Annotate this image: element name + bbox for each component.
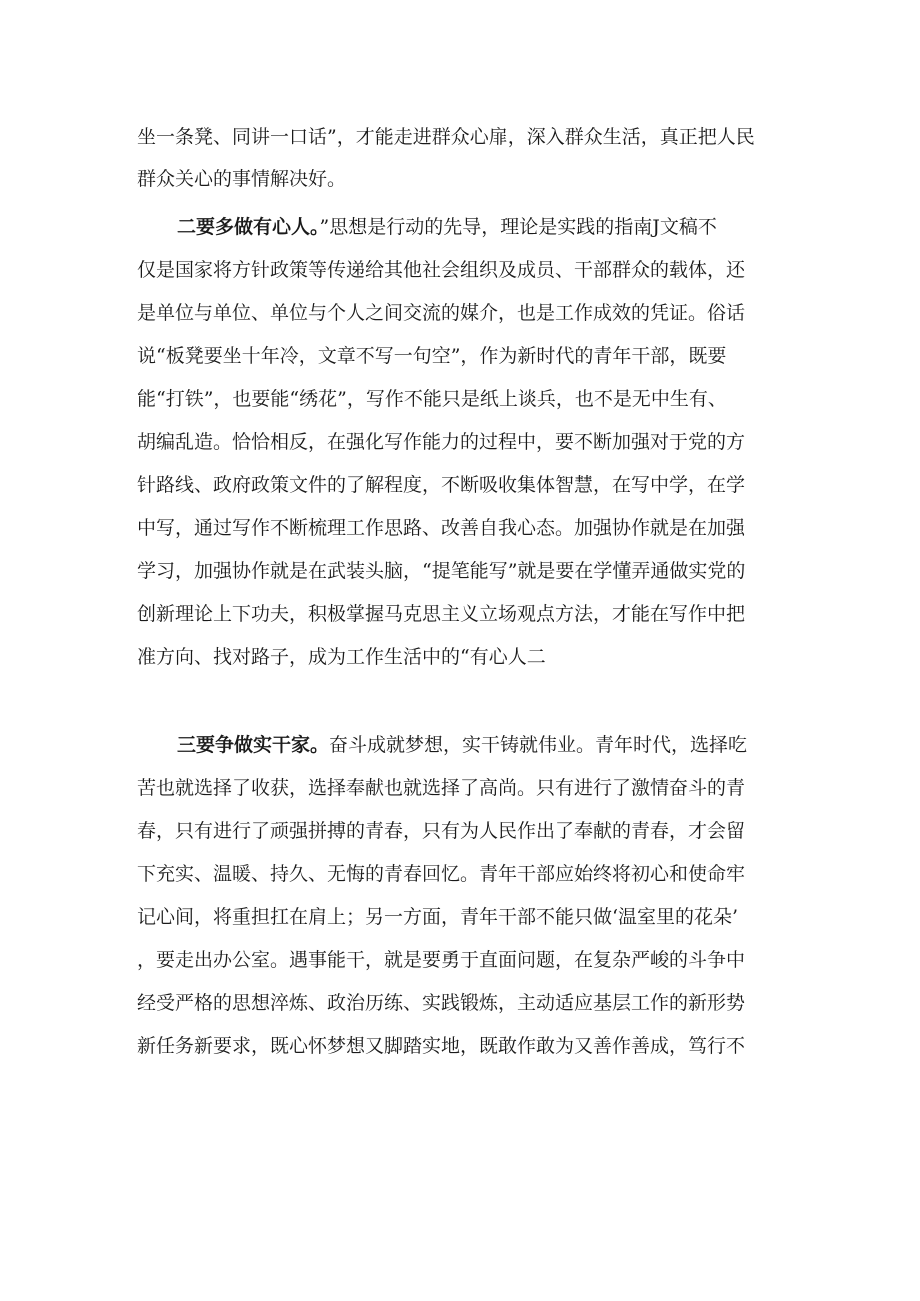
text-line: 学习，加强协作就是在武装头脑，“提笔能写”就是要在学懂弄通做实党的 (137, 560, 746, 582)
text-line: 针路线、政府政策文件的了解程度，不断吸收集体智慧，在写中学，在学 (137, 474, 746, 496)
text-line: 经受严格的思想淬炼、政治历练、实践锻炼，主动适应基层工作的新形势 (137, 992, 746, 1014)
text-line (177, 215, 717, 239)
text-line: 春，只有进行了顽强拼搏的青春，只有为人民作出了奉献的青春，才会留 (137, 820, 746, 842)
text-line: ，要走出办公室。遇事能干，就是要勇于直面问题，在复杂严峻的斗争中 (137, 949, 746, 971)
text-line (177, 733, 747, 757)
text-line: 胡编乱造。恰恰相反，在强化写作能力的过程中，要不断加强对于党的方 (137, 431, 746, 453)
text-line: 坐一条凳、同讲一口话”，才能走进群众心扉，深入群众生活，真正把人民 (137, 126, 755, 148)
text-line: 说“板凳要坐十年冷，文章不写一句空”，作为新时代的青年干部，既要 (137, 345, 727, 367)
text-line: 创新理论上下功夫，积极掌握马克思主义立场观点方法，才能在写作中把 (137, 603, 746, 625)
text-line: 中写，通过写作不断梳理工作思路、改善自我心态。加强协作就是在加强 (137, 517, 746, 539)
text-line: 新任务新要求，既心怀梦想又脚踏实地，既敢作敢为又善作善成，笃行不 (137, 1035, 746, 1057)
text-line: 群众关心的事情解决好。 (137, 168, 347, 190)
text-line: 准方向、找对路子，成为工作生活中的“有心人二 (137, 646, 546, 668)
text-line: 记心间，将重担扛在肩上；另一方面，青年干部不能只做‘温室里的花朵’ (137, 906, 739, 928)
section-heading: 二要多做有心人。 (177, 216, 320, 238)
text-line: 是单位与单位、单位与个人之间交流的媒介，也是工作成效的凭证。俗话 (137, 302, 746, 324)
text-line: 仅是国家将方针政策等传递给其他社会组织及成员、干部群众的载体，还 (137, 259, 746, 281)
text-line: 能“打铁”，也要能“绣花”，写作不能只是纸上谈兵，也不是无中生有、 (137, 388, 727, 410)
text-line: 苦也就选择了收获，选择奉献也就选择了高尚。只有进行了激情奋斗的青 (137, 777, 746, 799)
text-line: 下充实、温暖、持久、无悔的青春回忆。青年干部应始终将初心和使命牢 (137, 863, 746, 885)
section-heading: 三要争做实干家。 (177, 734, 330, 756)
heading-continuation: 奋斗成就梦想，实干铸就伟业。青年时代，选择吃 (329, 734, 748, 756)
heading-continuation: ”思想是行动的先导，理论是实践的指南J文稿不 (319, 216, 717, 238)
